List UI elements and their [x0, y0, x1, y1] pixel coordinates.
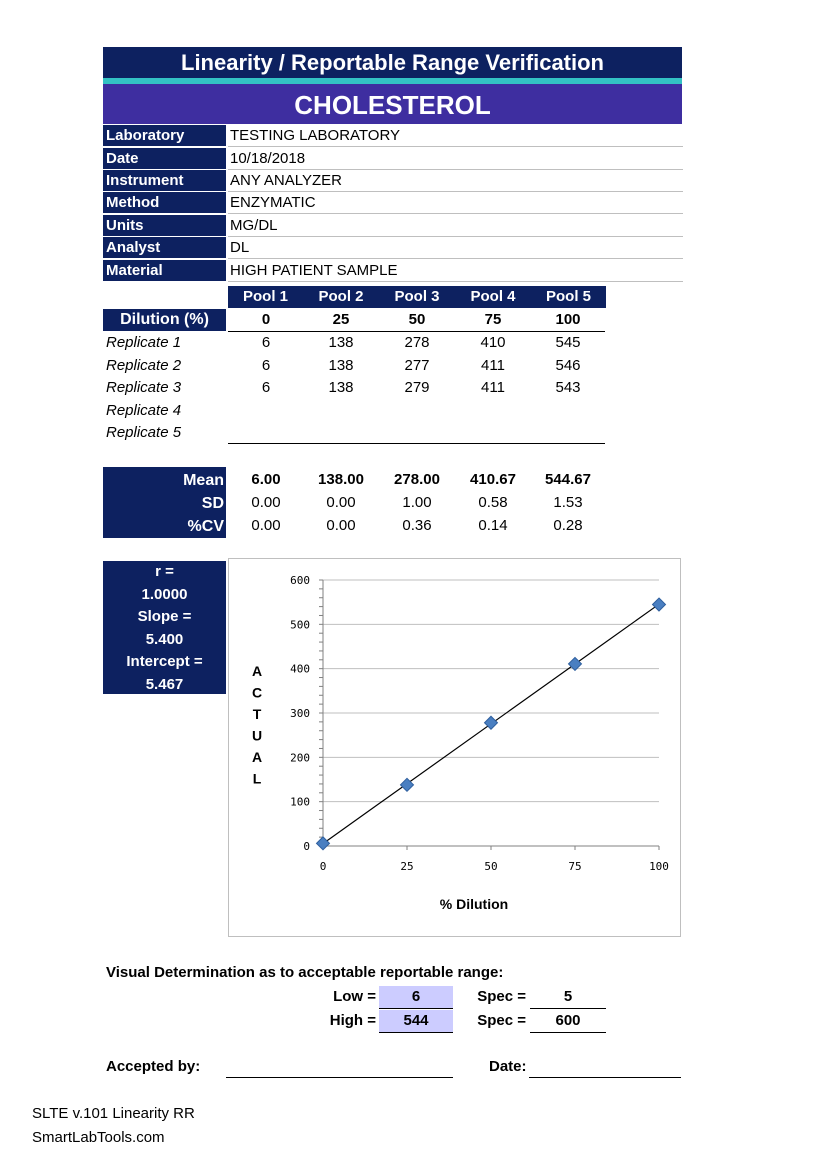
- info-value-method: ENZYMATIC: [230, 194, 316, 211]
- spec-low-label: Spec =: [477, 988, 526, 1005]
- cv-value: 0.00: [326, 517, 356, 534]
- date-label: Date:: [489, 1058, 527, 1075]
- dilution-value: 0: [261, 311, 271, 328]
- replicate-label: Replicate 1: [106, 334, 182, 351]
- info-value-instrument: ANY ANALYZER: [230, 172, 342, 189]
- info-value-analyst: DL: [230, 239, 250, 256]
- mean-value: 278.00: [394, 471, 440, 488]
- slope-value: 5.400: [145, 630, 184, 648]
- date-signature-line[interactable]: [529, 1077, 681, 1078]
- accepted-by-signature-line[interactable]: [226, 1077, 453, 1078]
- pool-header: Pool 2: [303, 286, 379, 308]
- mean-value: 410.67: [470, 471, 516, 488]
- replicate-label: Replicate 5: [106, 424, 182, 441]
- info-label-instrument: Instrument: [103, 170, 226, 191]
- replicate-cell: 546: [555, 357, 581, 374]
- stats-label-mean: Mean: [183, 472, 224, 489]
- info-label-date: Date: [103, 148, 226, 169]
- pool-header: Pool 1: [228, 286, 303, 308]
- sd-value: 0.58: [478, 494, 508, 511]
- replicate-cell: 279: [404, 379, 430, 396]
- replicate-cell: 138: [328, 334, 354, 351]
- info-value-date: 10/18/2018: [230, 150, 306, 167]
- sd-value: 1.00: [402, 494, 432, 511]
- replicate-cell: 545: [555, 334, 581, 351]
- info-rule: [228, 281, 683, 282]
- cv-value: 0.28: [553, 517, 583, 534]
- chart-x-tick-label: 0: [319, 860, 327, 873]
- info-value-units: MG/DL: [230, 217, 278, 234]
- dilution-value: 50: [408, 311, 426, 328]
- chart-x-tick-label: 75: [568, 860, 582, 873]
- sd-value: 0.00: [251, 494, 281, 511]
- chart-points: [317, 598, 666, 850]
- dilution-value: 25: [332, 311, 350, 328]
- chart-data-point: [653, 598, 666, 611]
- chart-y-tick-label: 500: [290, 618, 310, 632]
- chart-tick-labels: [290, 574, 669, 873]
- r-label: r =: [155, 563, 174, 580]
- slope-label: Slope =: [137, 608, 192, 625]
- mean-value: 544.67: [545, 471, 591, 488]
- spec-high-label: Spec =: [477, 1012, 526, 1029]
- dilution-label: Dilution (%): [103, 309, 226, 331]
- chart-y-tick-label: 100: [290, 795, 310, 809]
- footer-version: SLTE v.101 Linearity RR: [32, 1105, 195, 1122]
- replicate-cell: 410: [480, 334, 506, 351]
- replicate-cell: 6: [261, 357, 271, 374]
- low-label: Low =: [333, 988, 376, 1005]
- info-rule: [228, 146, 683, 147]
- sd-value: 1.53: [553, 494, 583, 511]
- pool-header: Pool 5: [531, 286, 606, 308]
- chart-x-axis-label: % Dilution: [439, 896, 509, 912]
- cv-value: 0.14: [478, 517, 508, 534]
- replicate-label: Replicate 2: [106, 357, 182, 374]
- info-label-analyst: Analyst: [103, 237, 226, 258]
- info-label-material: Material: [103, 260, 226, 281]
- chart-y-axis-label: A C T U A L: [251, 663, 263, 787]
- cv-value: 0.36: [402, 517, 432, 534]
- chart-x-tick-label: 25: [400, 860, 414, 873]
- info-value-laboratory: TESTING LABORATORY: [230, 127, 401, 144]
- mean-value: 6.00: [251, 471, 281, 488]
- cv-value: 0.00: [251, 517, 281, 534]
- pool-header: Pool 3: [379, 286, 455, 308]
- intercept-value: 5.467: [145, 675, 184, 693]
- replicate-label: Replicate 4: [106, 402, 182, 419]
- chart-data-point: [317, 837, 330, 850]
- replicate-cell: 138: [328, 357, 354, 374]
- replicate-cell: 277: [404, 357, 430, 374]
- mean-value: 138.00: [318, 471, 364, 488]
- replicate-cell: 278: [404, 334, 430, 351]
- chart-y-tick-label: 600: [290, 574, 310, 587]
- info-label-method: Method: [103, 192, 226, 213]
- analyte-title: CHOLESTEROL: [103, 84, 682, 124]
- high-value-field[interactable]: 544: [379, 1010, 453, 1033]
- regression-box: [103, 561, 226, 694]
- replicate-cell: 6: [261, 379, 271, 396]
- chart-y-tick-label: 200: [290, 751, 310, 765]
- report-title: Linearity / Reportable Range Verification: [103, 47, 682, 78]
- chart-y-tick-label: 300: [290, 707, 310, 720]
- replicate-rule: [228, 443, 605, 444]
- info-rule: [228, 258, 683, 259]
- footer-website: SmartLabTools.com: [32, 1129, 165, 1146]
- dilution-value: 75: [484, 311, 502, 328]
- replicate-cell: 138: [328, 379, 354, 396]
- info-rule: [228, 213, 683, 214]
- spec-low-field[interactable]: 5: [530, 986, 606, 1009]
- r-value: 1.0000: [141, 585, 188, 603]
- info-value-material: HIGH PATIENT SAMPLE: [230, 262, 398, 279]
- stats-label-cv: %CV: [187, 518, 224, 535]
- high-label: High =: [329, 1012, 376, 1029]
- sd-value: 0.00: [326, 494, 356, 511]
- stats-label-sd: SD: [201, 495, 224, 512]
- low-value-field[interactable]: 6: [379, 986, 453, 1009]
- intercept-label: Intercept =: [126, 653, 203, 670]
- info-label-units: Units: [103, 215, 226, 236]
- pool-header: Pool 4: [455, 286, 531, 308]
- replicate-cell: 6: [261, 334, 271, 351]
- replicate-cell: 543: [555, 379, 581, 396]
- chart-x-tick-label: 100: [649, 860, 669, 873]
- replicate-cell: 411: [481, 379, 505, 396]
- dilution-value: 100: [555, 311, 581, 328]
- spec-high-field[interactable]: 600: [530, 1010, 606, 1033]
- replicate-cell: 411: [481, 357, 505, 374]
- replicate-label: Replicate 3: [106, 379, 182, 396]
- chart-gridlines: [323, 580, 659, 802]
- linearity-chart: [228, 558, 681, 937]
- chart-y-tick-label: 0: [303, 840, 310, 853]
- chart-x-tick-label: 50: [484, 860, 498, 873]
- determination-heading: Visual Determination as to acceptable reportable range:: [106, 964, 504, 981]
- chart-y-tick-label: 400: [290, 662, 310, 676]
- info-label-laboratory: Laboratory: [103, 125, 226, 146]
- accepted-by-label: Accepted by:: [106, 1058, 201, 1075]
